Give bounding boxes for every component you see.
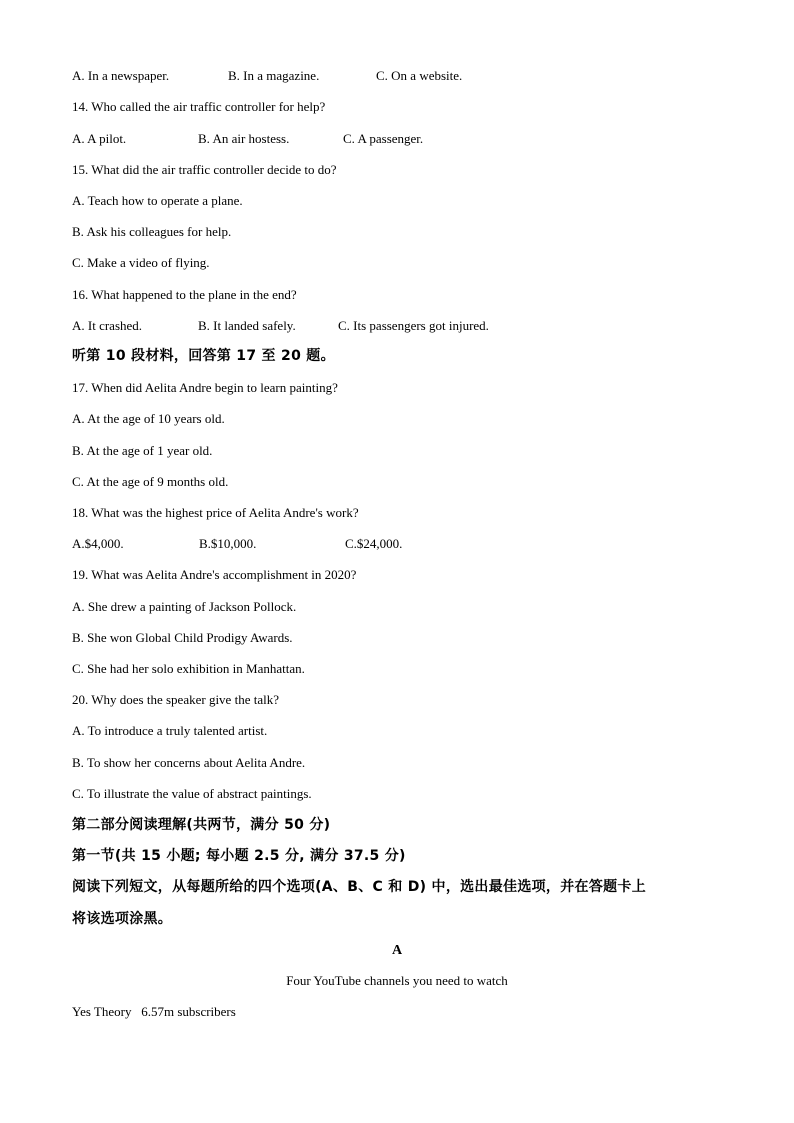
passage-title: Four YouTube channels you need to watch [286, 973, 508, 988]
q18-option-b: B.$10,000. [199, 536, 257, 551]
q20-question: 20. Why does the speaker give the talk? [72, 692, 279, 707]
passage-letter: A [391, 943, 403, 958]
q20-option-a: A. To introduce a truly talented artist. [72, 723, 268, 738]
q14-option-a: A. A pilot. [72, 131, 127, 146]
q16-option-a: A. It crashed. [72, 318, 143, 333]
channel-yes-theory: Yes Theory 6.57m subscribers [72, 1004, 236, 1019]
q14-option-c: C. A passenger. [343, 131, 424, 146]
q13-option-a: A. In a newspaper. [72, 68, 170, 83]
section1-heading: 第一节(共 15 小题; 每小题 2.5 分, 满分 37.5 分) [72, 848, 406, 864]
instruction-line-2: 将该选项涂黑。 [72, 911, 173, 927]
q20-option-b: B. To show her concerns about Aelita Andre. [72, 755, 306, 770]
section10-heading: 听第 10 段材料，回答第 17 至 20 题。 [72, 348, 335, 364]
q18-question: 18. What was the highest price of Aelita Andre's work? [72, 505, 359, 520]
q19-option-a: A. She drew a painting of Jackson Pollock. [72, 599, 297, 614]
instruction-line-1: 阅读下列短文，从每题所给的四个选项(A、B、C 和 D) 中，选出最佳选项，并在答题卡上 [72, 879, 647, 895]
q18-option-a: A.$4,000. [72, 536, 124, 551]
q17-question: 17. When did Aelita Andre begin to learn painting? [72, 380, 338, 395]
q19-option-c: C. She had her solo exhibition in Manhattan. [72, 661, 305, 676]
part2-heading: 第二部分阅读理解(共两节，满分 50 分) [72, 817, 331, 833]
q16-option-b: B. It landed safely. [198, 318, 296, 333]
q17-option-c: C. At the age of 9 months old. [72, 474, 229, 489]
q16-option-c: C. Its passengers got injured. [338, 318, 489, 333]
q15-option-b: B. Ask his colleagues for help. [72, 224, 232, 239]
q13-option-c: C. On a website. [376, 68, 463, 83]
q16-question: 16. What happened to the plane in the end? [72, 287, 297, 302]
q20-option-c: C. To illustrate the value of abstract paintings. [72, 786, 312, 801]
q17-option-b: B. At the age of 1 year old. [72, 443, 213, 458]
q19-option-b: B. She won Global Child Prodigy Awards. [72, 630, 293, 645]
q17-option-a: A. At the age of 10 years old. [72, 411, 225, 426]
q13-option-b: B. In a magazine. [228, 68, 320, 83]
q15-option-a: A. Teach how to operate a plane. [72, 193, 243, 208]
q15-question: 15. What did the air traffic controller decide to do? [72, 162, 337, 177]
q14-question: 14. Who called the air traffic controller for help? [72, 99, 326, 114]
q15-option-c: C. Make a video of flying. [72, 255, 210, 270]
q14-option-b: B. An air hostess. [198, 131, 290, 146]
q18-option-c: C.$24,000. [345, 536, 403, 551]
q19-question: 19. What was Aelita Andre's accomplishment in 2020? [72, 567, 357, 582]
